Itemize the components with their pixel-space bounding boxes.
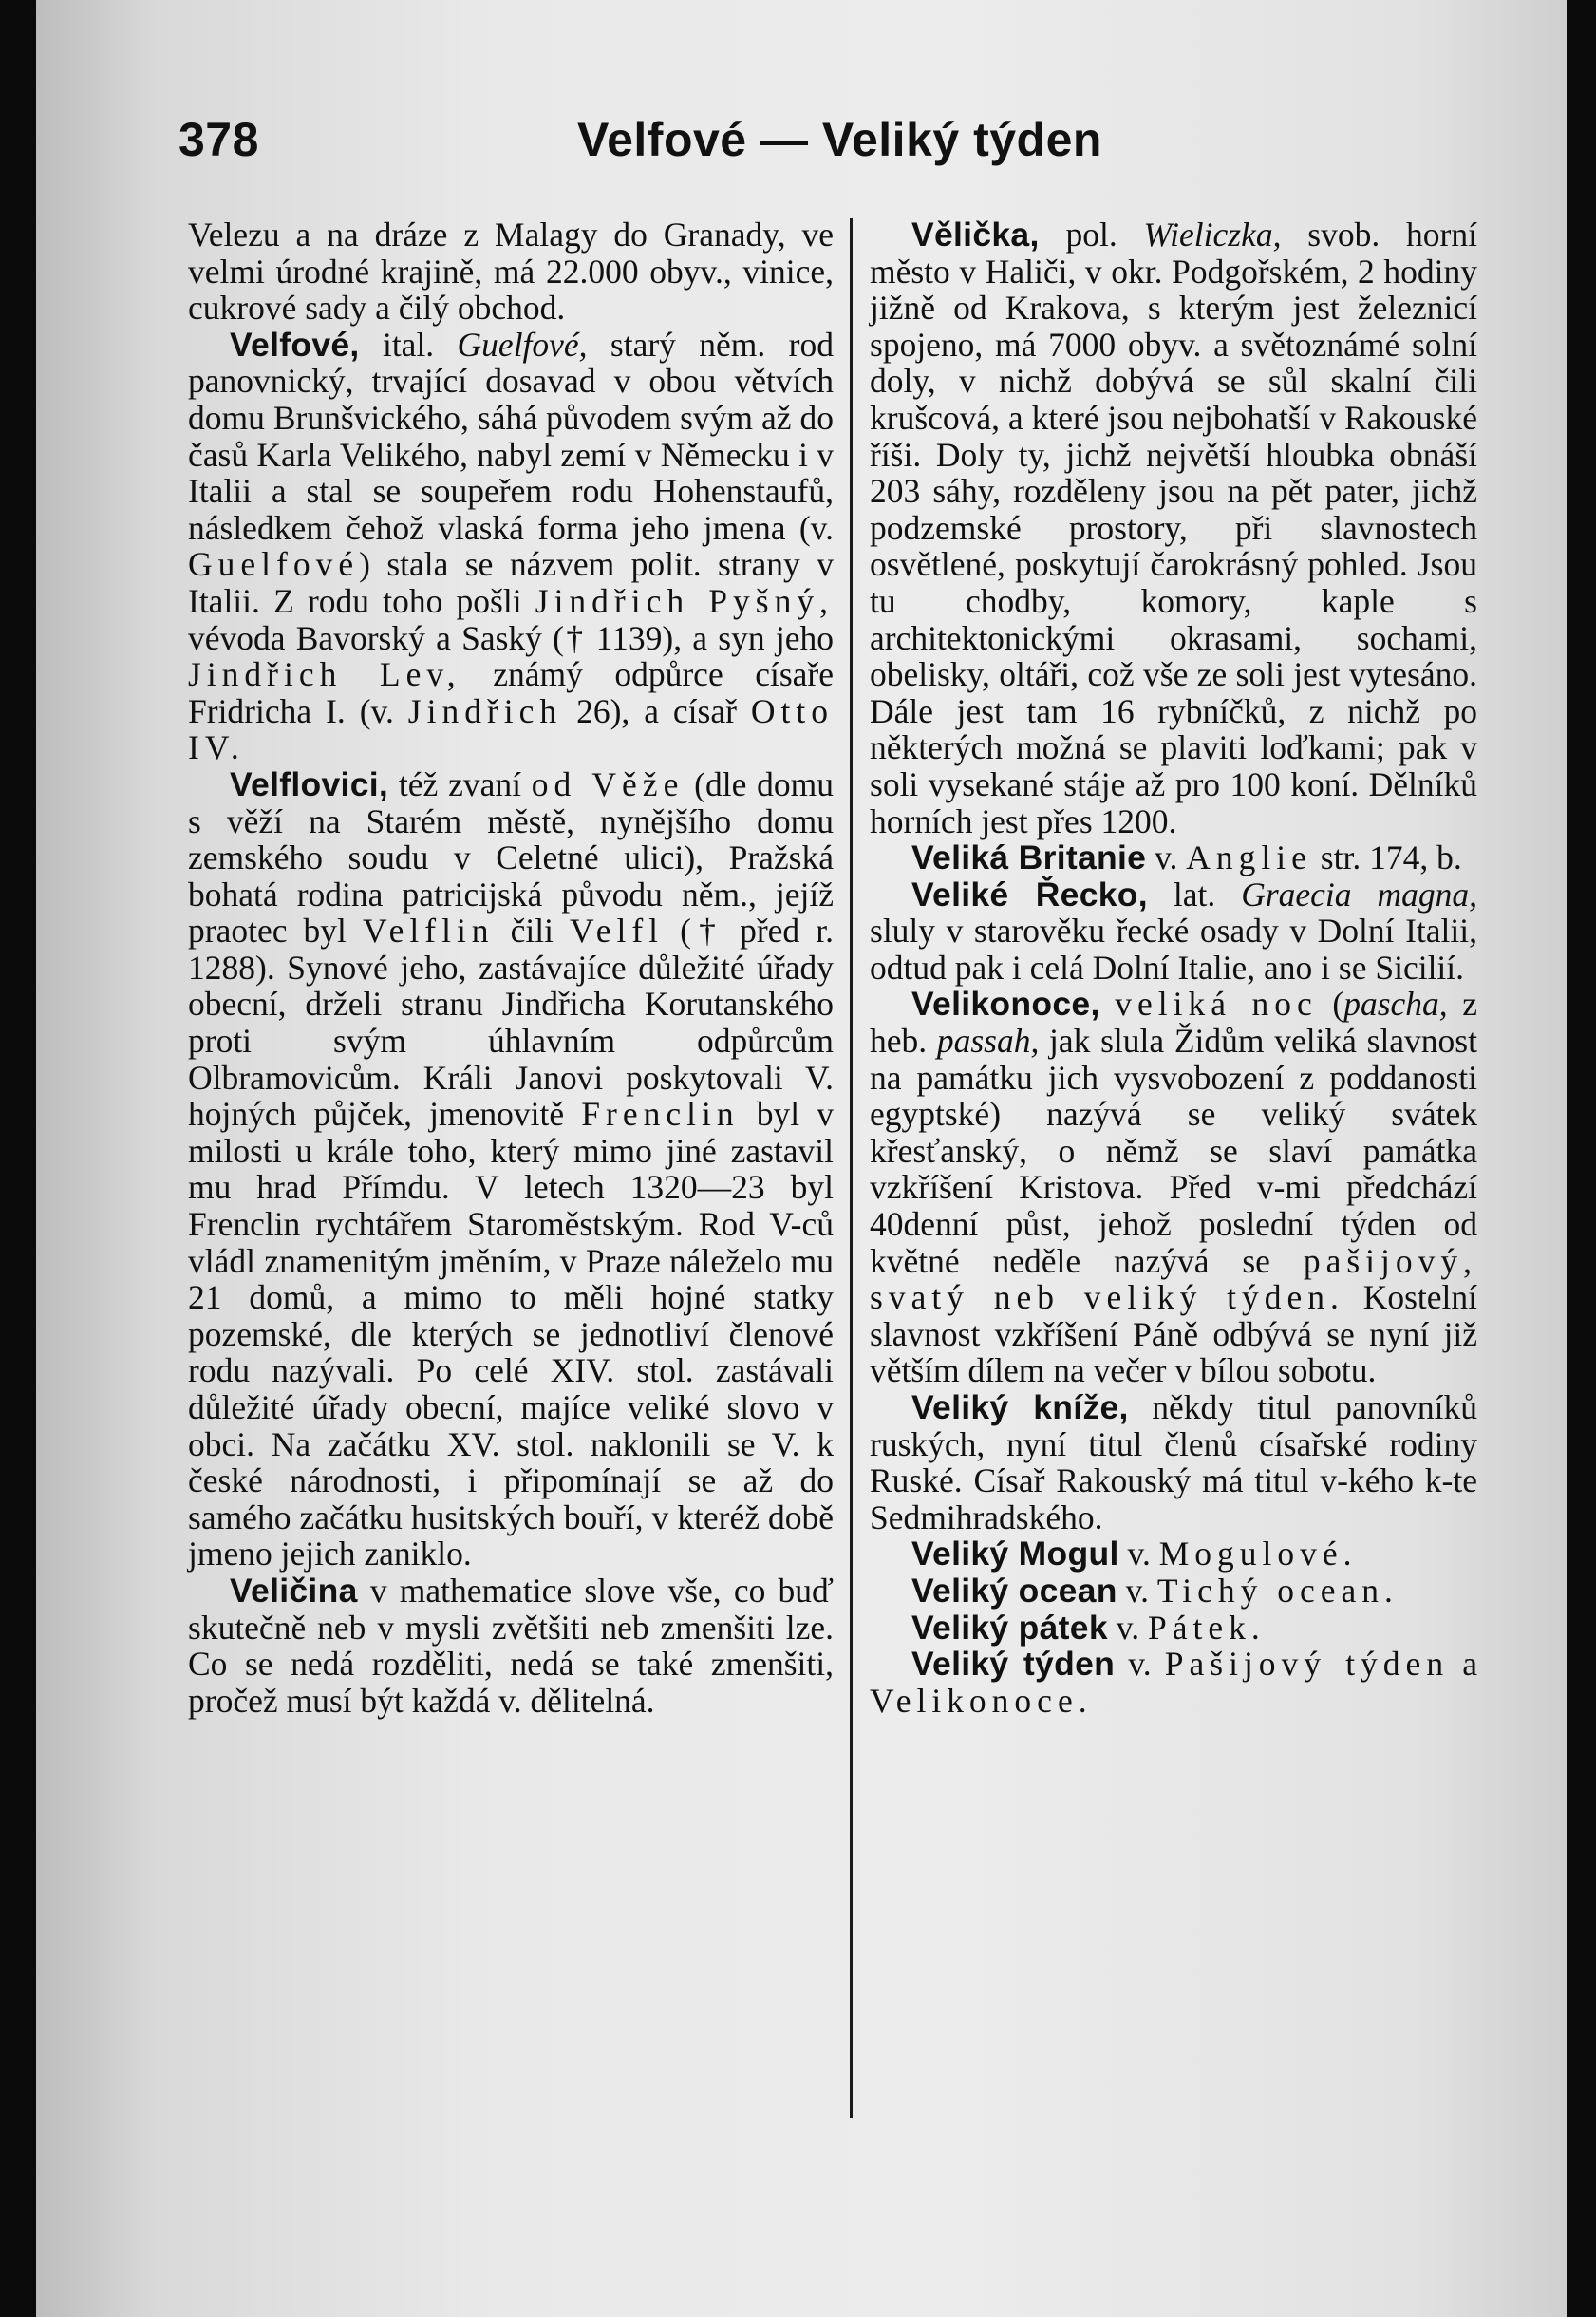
running-head: [178, 112, 1489, 179]
entry-text: jak slula Židům veliká slavnost na památku jich vysvobození z poddanosti egyptské) nazývá se veliký svátek křesťanský, o němž se slaví památka vzkříšení Kristova. Před v-mi předchází 40denní půst, jehož poslední týden od květné neděle nazývá se: [870, 1022, 1477, 1280]
entry-text: († před r. 1288). Synové jeho, zastávajíce důležité úřady obecní, drželi stranu Jindřicha Korutanského proti svým úhlavním odpůrcům Olbramovicům. Králi Janovi poskytovali V. hojných půjček, jmenovitě: [188, 912, 834, 1134]
dictionary-entry: [188, 1573, 834, 1719]
entry-text: [1100, 985, 1116, 1023]
dictionary-entry: [188, 327, 834, 766]
entry-headword: Veliký Mogul: [911, 1535, 1119, 1573]
entry-text: Jindřich Lev,: [188, 655, 461, 694]
entry-headword: Veliká Britanie: [911, 838, 1147, 877]
entry-text: Jindřich: [407, 691, 563, 730]
entry-headword: Veliký kníže,: [911, 1388, 1129, 1426]
scanned-page: [36, 0, 1567, 2317]
entry-text: passah,: [936, 1022, 1040, 1061]
entry-text: sluly v starověku řecké osady v Dolní Italii, odtud pak i celá Dolní Italie, ano i se Sicilií.: [870, 912, 1477, 987]
entry-text: v.: [1118, 1535, 1159, 1573]
dictionary-entry: [870, 1389, 1477, 1535]
entry-text: str. 174, b.: [1311, 838, 1462, 877]
entry-text: lat.: [1147, 875, 1242, 914]
entry-text: svob. horní město v Haliči, v okr. Podgořském, 2 hodiny jižně od Krakova, s kterým jest železnicí spojeno, má 7000 obyv. a světoznámé solní doly, v nichž dobývá se sůl skalní čili krušcová, a které jsou nejbohatší v Rakouské říši. Doly ty, jichž největší hloubka obnáší 203 sáhy, rozděleny jsou na pět pater, jichž podzemské prostory, při slavnostech osvětlené, poskytují čarokrásný pohled. Jsou tu chodby, komory, kaple s architektonickými okrasami, sochami, obelisky, oltáři, což vše ze soli jest vytesáno. Dále jest tam 16 rybníčků, z nichž po některých možná se plaviti loďkami; pak v soli vysekané stáje až pro 100 koní. Dělníků horních jest přes 1200.: [870, 216, 1477, 840]
page-title: Velfové — Veliký týden: [577, 113, 1102, 166]
entry-text: Pátek.: [1147, 1608, 1266, 1647]
dictionary-entry: [188, 766, 834, 1573]
entry-text: ) stala se názvem polit. strany v Italii. Z rodu toho pošli: [188, 545, 834, 620]
entry-headword: Veliký pátek: [911, 1608, 1108, 1647]
dictionary-entry: [870, 876, 1477, 987]
entry-text: Kostelní slavnost vzkříšení Páně odbývá se nyní již větším dílem na večer v bílou sobotu.: [870, 1278, 1477, 1390]
entry-text: starý něm. rod panovnický, trvající dosavad v obou větvích domu Brunšvického, sáhá původem svým až do časů Karla Velikého, nabyl zemí v Německu i v Italii a stal se soupeřem rodu Hohenstaufů, následkem čehož vlaská forma jeho jmena (v.: [188, 325, 834, 547]
entry-text: Guelfové: [188, 545, 360, 584]
entry-text: od Věže: [531, 764, 685, 803]
entry-text: v.: [1117, 1571, 1157, 1610]
entry-text: čili: [494, 912, 571, 951]
entry-text: a: [1449, 1645, 1477, 1684]
entry-text: Graecia magna,: [1241, 875, 1477, 914]
dictionary-entry: [870, 839, 1477, 876]
entry-headword: Veliký týden: [911, 1645, 1116, 1684]
entry-text: Wieliczka,: [1143, 216, 1282, 254]
dictionary-entry: [870, 217, 1477, 839]
entry-text: Pašijový týden: [1164, 1645, 1450, 1684]
entry-headword: Veliký ocean: [911, 1571, 1117, 1610]
entry-text: v.: [1146, 838, 1187, 877]
entry-text: pol.: [1039, 216, 1144, 254]
left-column: [188, 217, 834, 1719]
entry-text: veliká noc: [1115, 985, 1318, 1024]
right-column: [870, 217, 1477, 1719]
entry-text: někdy titul panovníků ruských, nyní titul členů císařské rodiny Ruské. Císař Rakouský má titul v-kého k-te Sedmihradského.: [870, 1388, 1477, 1536]
column-divider: [850, 218, 853, 2118]
entry-headword: Velflovici,: [230, 764, 389, 803]
entry-headword: Veliké Řecko,: [911, 875, 1148, 914]
dictionary-entry: [870, 1646, 1477, 1719]
dictionary-entry: [870, 1573, 1477, 1610]
entry-text: též zvaní: [388, 764, 532, 803]
entry-text: Mogulové.: [1158, 1535, 1358, 1573]
page-number: 378: [178, 113, 259, 166]
entry-text: (dle domu s věží na Starém městě, nynějšího domu zemského soudu v Celetné ulici), Pražská bohatá rodina patricijská původu něm., jejíž praotec byl: [188, 764, 834, 951]
dictionary-entry: [870, 1535, 1477, 1573]
entry-headword: Vělička,: [911, 216, 1040, 254]
entry-text: známý odpůrce císaře Fridricha I. (v.: [188, 655, 834, 730]
entry-text: pascha,: [1343, 985, 1448, 1024]
entry-headword: Velfové,: [230, 325, 360, 364]
entry-text: Guelfové,: [457, 325, 588, 364]
entry-text: Otto IV.: [188, 691, 834, 767]
dictionary-entry: [870, 986, 1477, 1389]
entry-text: pašijový, svatý neb veliký týden.: [870, 1241, 1477, 1317]
entry-text: vévoda Bavorský a Saský († 1139), a syn jeho: [188, 618, 834, 657]
entry-text: Frenclin: [581, 1095, 740, 1134]
entry-text: v.: [1107, 1608, 1148, 1647]
entry-text: Anglie: [1186, 838, 1312, 877]
entry-text: Tichý ocean.: [1156, 1571, 1399, 1610]
entry-text: byl v milosti u krále toho, který mimo jiné zastavil mu hrad Přímdu. V letech 1320—23 byl Frenclin rychtářem Staroměstským. Rod V-ců vládl znamenitým jměním, v Praze náleželo mu 21 domů, a mimo to měli hojné statky pozemské, dle kterých se jednotliví členové rodu nazývali. Po celé XIV. stol. zastávali důležité úřady obecní, majíce veliké slovo v obci. Na začátku XV. stol. naklonili se V. k české národnosti, i připomínají se až do samého začátku husitských bouří, v kteréž době jmeno jejich zaniklo.: [188, 1095, 834, 1573]
entry-text: (: [1317, 985, 1344, 1024]
entry-text: Velflin: [362, 912, 495, 951]
entry-text: z heb.: [870, 985, 1477, 1061]
entry-headword: Veličina: [230, 1571, 358, 1610]
entry-text: v.: [1115, 1645, 1165, 1684]
entry-headword: Velikonoce,: [911, 985, 1100, 1024]
entry-text: ital.: [359, 325, 458, 364]
entry-text: Jindřich Pyšný,: [535, 581, 834, 620]
entry-text: Velezu a na dráze z Malagy do Granady, ve velmi úrodné krajině, má 22.000 obyv., vinice, cukrové sady a čilý obchod.: [188, 216, 834, 328]
dictionary-entry: [188, 217, 834, 327]
entry-text: Velfl: [570, 912, 665, 951]
entry-text: Velikonoce.: [870, 1681, 1093, 1720]
dictionary-entry: [870, 1610, 1477, 1647]
entry-text: v mathematice slove vše, co buď skutečně neb v mysli zvětšiti neb zmenšiti lze. Co se nedá rozděliti, nedá se také zmenšiti, pročež musí být každá v. dělitelná.: [188, 1571, 834, 1720]
entry-text: 26), a císař: [562, 691, 751, 730]
